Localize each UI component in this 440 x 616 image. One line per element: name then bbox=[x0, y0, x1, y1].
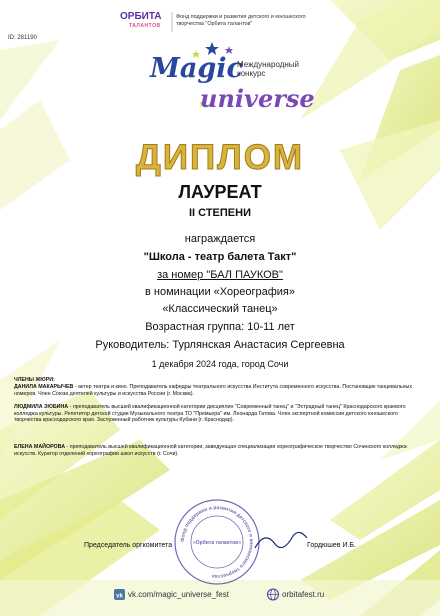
site-link[interactable]: orbitafest.ru bbox=[282, 590, 325, 599]
brand-universe: universe bbox=[200, 84, 315, 113]
contest-label: Международный конкурс bbox=[237, 60, 300, 78]
number-title: за номер "БАЛ ПАУКОВ" bbox=[157, 269, 283, 281]
brand-magic: Magic bbox=[150, 53, 243, 84]
degree-label: II СТЕПЕНИ bbox=[189, 207, 251, 219]
category: «Классический танец» bbox=[162, 303, 278, 315]
age-group: Возрастная группа: 10-11 лет bbox=[145, 321, 295, 333]
chairman-label: Председатель оргкомитета bbox=[84, 542, 173, 549]
jury-member: ДАНИЛА МАКАРЫЧЕВ - актер театра и кино. Преподаватель кафедры театрального искусства Института современного искусства. Постановщик танцевальных номеров. Член Союза деятелей культуры и искусства России (г. Москва). bbox=[14, 384, 412, 397]
svg-text:vk: vk bbox=[116, 593, 123, 600]
supervisor: Руководитель: Турлянская Анастасия Сергеевна bbox=[95, 339, 345, 351]
orbita-logo-text: ОРБИТА bbox=[120, 11, 162, 22]
jury-member: ЛЮДМИЛА ЗЮБИНА - преподаватель высшей квалификационной категории дисциплин "Современный танец" и "Эстрадный танец" Краснодарского краевого колледжа культуры. Репетитор детской студии Музыкального театра ТО "Премьера" им. Леонарда Гатова. Член экспертной комиссии детского юношеского творчества краснодарского края. Заслуженный работник культуры Кубани (г. Краснодар). bbox=[14, 404, 406, 424]
vk-link[interactable]: vk.com/magic_universe_fest bbox=[128, 590, 229, 599]
fund-name: Фонд поддержки и развития детского и юношеского творчества "Орбита талантов" bbox=[176, 14, 306, 27]
nomination: в номинации «Хореография» bbox=[145, 286, 295, 298]
date-place: 1 декабря 2024 года, город Сочи bbox=[151, 359, 289, 369]
svg-text:Фонд поддержки и развития детс: Фонд поддержки и развития детского и юношеского творчества bbox=[179, 504, 255, 580]
laureate-title: ЛАУРЕАТ bbox=[178, 182, 262, 202]
chairman-name: Гордюшев И.Б. bbox=[307, 542, 356, 549]
id-label: ID: 281190 bbox=[8, 35, 37, 41]
awarded-label: награждается bbox=[184, 233, 256, 245]
jury-heading: ЧЛЕНЫ ЖЮРИ: bbox=[14, 377, 55, 383]
recipient-name: "Школа - театр балета Такт" bbox=[143, 251, 297, 263]
svg-text:«Орбита талантов»: «Орбита талантов» bbox=[192, 540, 242, 546]
jury-member: ЕЛЕНА МАЙОРОВА - преподаватель высшей квалификационной категории, заведующая специализации хореографическое творчество Сочинского колледжа искусств. Куратор отделений хореографии школ искусств (г. Сочи). bbox=[14, 444, 407, 457]
diploma-title: ДИПЛОМ bbox=[135, 138, 305, 177]
orbita-logo-subtext: ТАЛАНТОВ bbox=[129, 23, 161, 29]
